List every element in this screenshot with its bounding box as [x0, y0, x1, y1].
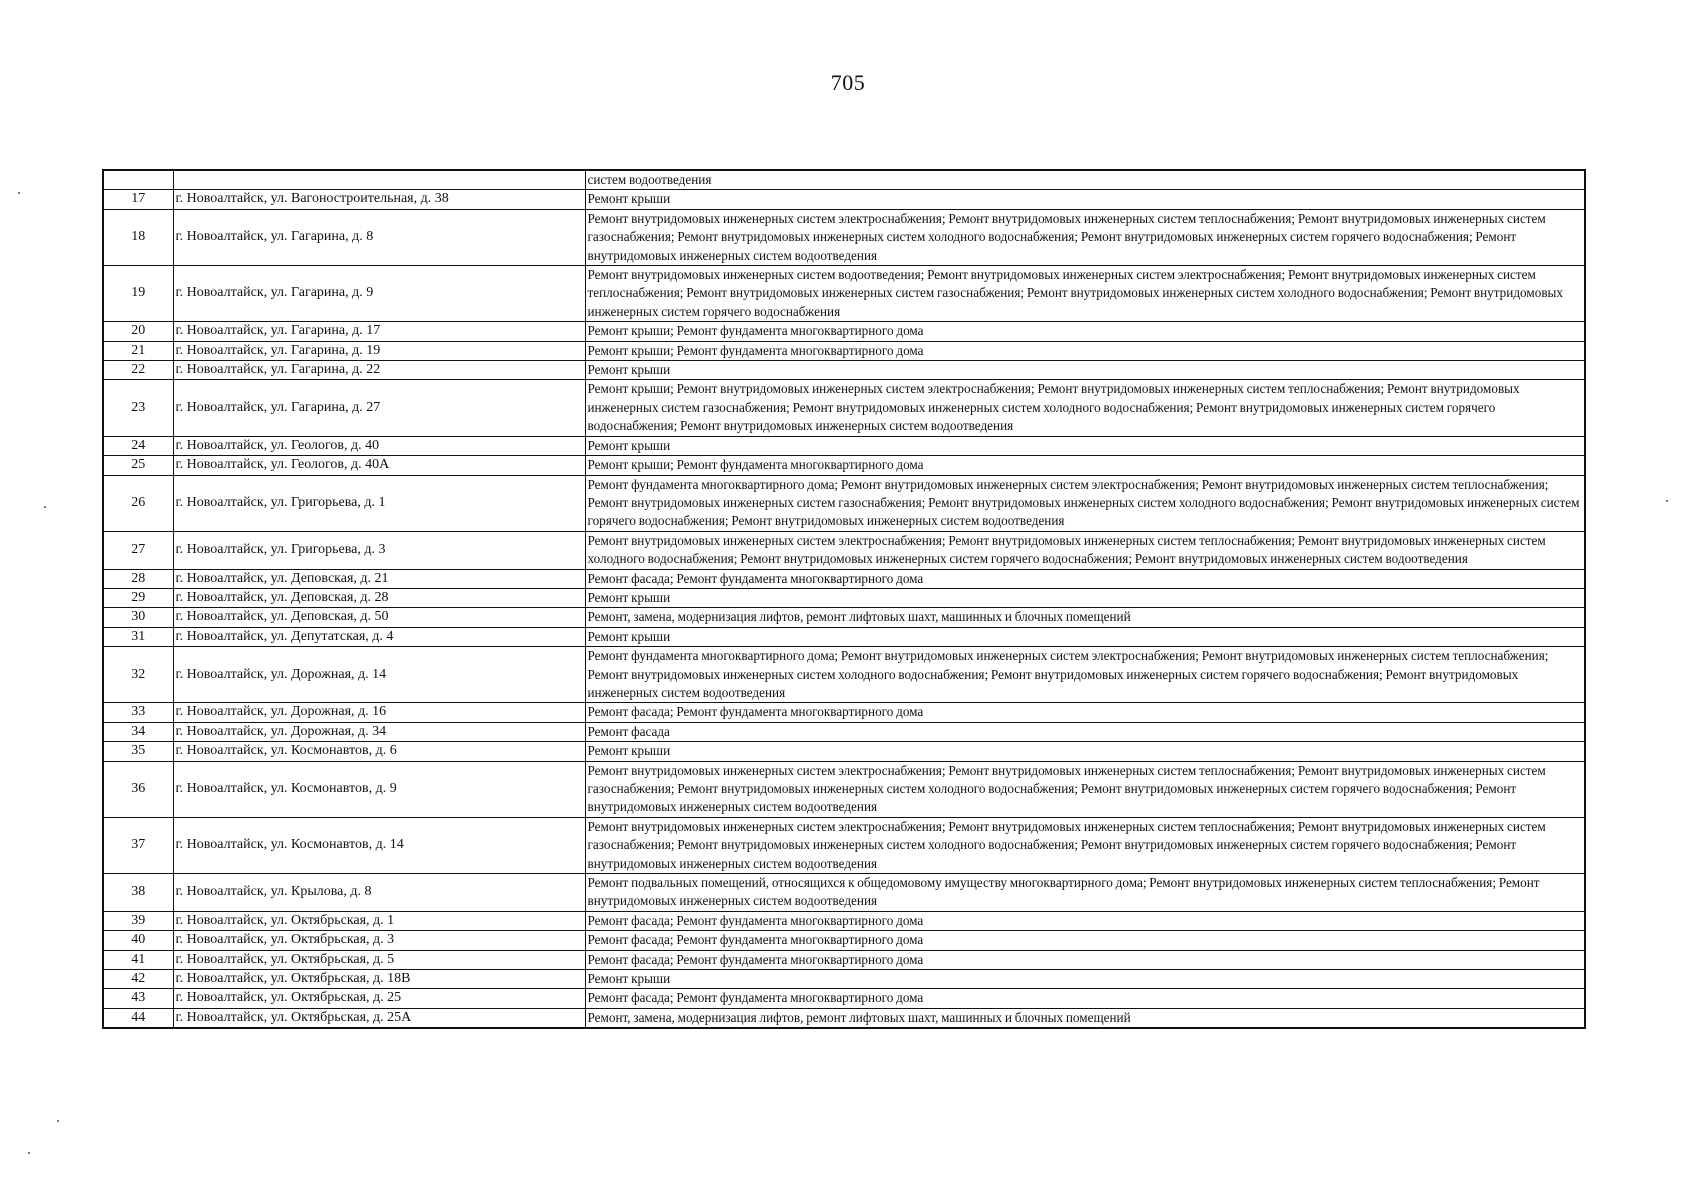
address-cell: г. Новоалтайск, ул. Григорьева, д. 1: [173, 475, 585, 531]
repair-work-cell: Ремонт, замена, модернизация лифтов, ремонт лифтовых шахт, машинных и блочных помещений: [585, 608, 1585, 627]
address-cell: г. Новоалтайск, ул. Депутатская, д. 4: [173, 627, 585, 646]
row-number-cell: 38: [103, 874, 173, 912]
row-number-cell: 43: [103, 989, 173, 1008]
scan-artifact: [44, 506, 46, 508]
page-number: 705: [830, 70, 866, 95]
address-cell: г. Новоалтайск, ул. Григорьева, д. 3: [173, 531, 585, 569]
table-row: [103, 608, 1585, 627]
table-row: [103, 1008, 1585, 1028]
address-cell: г. Новоалтайск, ул. Гагарина, д. 19: [173, 341, 585, 360]
table-row: [103, 817, 1585, 873]
repair-work-cell: Ремонт крыши; Ремонт фундамента многоквартирного дома: [585, 456, 1585, 475]
repair-work-cell: Ремонт крыши: [585, 742, 1585, 761]
address-cell: г. Новоалтайск, ул. Геологов, д. 40А: [173, 456, 585, 475]
repair-work-cell: Ремонт внутридомовых инженерных систем электроснабжения; Ремонт внутридомовых инженерных систем теплоснабжения; Ремонт внутридомовых инженерных систем газоснабжения; Ремонт внутридомовых инженерных систем холодного водоснабжения; Ремонт внутридомовых инженерных систем горячего водоснабжения; Ремонт внутридомовых инженерных систем водоотведения: [585, 817, 1585, 873]
row-number-cell: 31: [103, 627, 173, 646]
address-cell: г. Новоалтайск, ул. Дорожная, д. 14: [173, 647, 585, 703]
repair-work-cell: Ремонт внутридомовых инженерных систем электроснабжения; Ремонт внутридомовых инженерных систем теплоснабжения; Ремонт внутридомовых инженерных систем газоснабжения; Ремонт внутридомовых инженерных систем холодного водоснабжения; Ремонт внутридомовых инженерных систем горячего водоснабжения; Ремонт внутридомовых инженерных систем водоотведения: [585, 209, 1585, 265]
repair-work-cell: Ремонт внутридомовых инженерных систем электроснабжения; Ремонт внутридомовых инженерных систем теплоснабжения; Ремонт внутридомовых инженерных систем газоснабжения; Ремонт внутридомовых инженерных систем холодного водоснабжения; Ремонт внутридомовых инженерных систем горячего водоснабжения; Ремонт внутридомовых инженерных систем водоотведения: [585, 761, 1585, 817]
table-row: [103, 209, 1585, 265]
scan-artifact: [1666, 500, 1668, 502]
repair-work-cell: Ремонт крыши: [585, 361, 1585, 380]
row-number-cell: 30: [103, 608, 173, 627]
table-row: [103, 911, 1585, 930]
repair-work-cell: Ремонт фасада; Ремонт фундамента многоквартирного дома: [585, 703, 1585, 722]
repair-work-cell: Ремонт фасада; Ремонт фундамента многоквартирного дома: [585, 911, 1585, 930]
repair-work-cell: Ремонт фундамента многоквартирного дома; Ремонт внутридомовых инженерных систем электроснабжения; Ремонт внутридомовых инженерных систем теплоснабжения; Ремонт внутридомовых инженерных систем холодного водоснабжения; Ремонт внутридомовых инженерных систем горячего водоснабжения; Ремонт внутридомовых инженерных систем водоотведения: [585, 647, 1585, 703]
address-cell: г. Новоалтайск, ул. Деповская, д. 28: [173, 588, 585, 607]
table-row: [103, 588, 1585, 607]
repair-work-cell: Ремонт крыши; Ремонт фундамента многоквартирного дома: [585, 322, 1585, 341]
repair-work-cell: Ремонт крыши: [585, 970, 1585, 989]
table-row: [103, 322, 1585, 341]
address-cell: г. Новоалтайск, ул. Гагарина, д. 9: [173, 266, 585, 322]
address-cell: г. Новоалтайск, ул. Октябрьская, д. 1: [173, 911, 585, 930]
table-row: [103, 569, 1585, 588]
repair-work-cell: Ремонт крыши; Ремонт внутридомовых инженерных систем электроснабжения; Ремонт внутридомовых инженерных систем теплоснабжения; Ремонт внутридомовых инженерных систем газоснабжения; Ремонт внутридомовых инженерных систем холодного водоснабжения; Ремонт внутридомовых инженерных систем горячего водоснабжения; Ремонт внутридомовых инженерных систем водоотведения: [585, 380, 1585, 436]
scan-artifact: [18, 192, 20, 194]
row-number-cell: 39: [103, 911, 173, 930]
repair-work-cell: Ремонт крыши; Ремонт фундамента многоквартирного дома: [585, 341, 1585, 360]
repair-work-cell: Ремонт внутридомовых инженерных систем электроснабжения; Ремонт внутридомовых инженерных систем теплоснабжения; Ремонт внутридомовых инженерных систем холодного водоснабжения; Ремонт внутридомовых инженерных систем горячего водоснабжения; Ремонт внутридомовых инженерных систем водоотведения: [585, 531, 1585, 569]
table-row: [103, 380, 1585, 436]
row-number-cell: 18: [103, 209, 173, 265]
repair-work-cell: систем водоотведения: [585, 170, 1585, 190]
table-row: [103, 722, 1585, 741]
row-number-cell: 37: [103, 817, 173, 873]
address-cell: г. Новоалтайск, ул. Геологов, д. 40: [173, 436, 585, 455]
row-number-cell: 29: [103, 588, 173, 607]
address-cell: г. Новоалтайск, ул. Октябрьская, д. 25: [173, 989, 585, 1008]
address-cell: г. Новоалтайск, ул. Гагарина, д. 17: [173, 322, 585, 341]
table-row: [103, 361, 1585, 380]
repair-work-cell: Ремонт подвальных помещений, относящихся к общедомовому имуществу многоквартирного дома; Ремонт внутридомовых инженерных систем теплоснабжения; Ремонт внутридомовых инженерных систем водоотведения: [585, 874, 1585, 912]
row-number-cell: 22: [103, 361, 173, 380]
row-number-cell: 33: [103, 703, 173, 722]
capital-repair-table-wrapper: [102, 169, 1584, 1029]
row-number-cell: 26: [103, 475, 173, 531]
repair-work-cell: Ремонт фундамента многоквартирного дома; Ремонт внутридомовых инженерных систем электроснабжения; Ремонт внутридомовых инженерных систем теплоснабжения; Ремонт внутридомовых инженерных систем газоснабжения; Ремонт внутридомовых инженерных систем холодного водоснабжения; Ремонт внутридомовых инженерных систем горячего водоснабжения; Ремонт внутридомовых инженерных систем водоотведения: [585, 475, 1585, 531]
row-number-cell: 32: [103, 647, 173, 703]
repair-work-cell: Ремонт крыши: [585, 190, 1585, 209]
address-cell: г. Новоалтайск, ул. Октябрьская, д. 18В: [173, 970, 585, 989]
table-row: [103, 950, 1585, 969]
repair-work-cell: Ремонт фасада; Ремонт фундамента многоквартирного дома: [585, 931, 1585, 950]
table-row: [103, 266, 1585, 322]
row-number-cell: 44: [103, 1008, 173, 1028]
table-body: [103, 170, 1585, 1028]
table-row: [103, 761, 1585, 817]
row-number-cell: 19: [103, 266, 173, 322]
table-row: [103, 436, 1585, 455]
row-number-cell: 28: [103, 569, 173, 588]
address-cell: г. Новоалтайск, ул. Деповская, д. 50: [173, 608, 585, 627]
row-number-cell: 41: [103, 950, 173, 969]
address-cell: г. Новоалтайск, ул. Гагарина, д. 22: [173, 361, 585, 380]
address-cell: г. Новоалтайск, ул. Октябрьская, д. 25А: [173, 1008, 585, 1028]
table-row: [103, 456, 1585, 475]
row-number-cell: [103, 170, 173, 190]
row-number-cell: 20: [103, 322, 173, 341]
address-cell: г. Новоалтайск, ул. Вагоностроительная, д. 38: [173, 190, 585, 209]
table-row: [103, 970, 1585, 989]
repair-work-cell: Ремонт фасада; Ремонт фундамента многоквартирного дома: [585, 950, 1585, 969]
table-row: [103, 742, 1585, 761]
table-row: [103, 874, 1585, 912]
row-number-cell: 17: [103, 190, 173, 209]
repair-work-cell: Ремонт, замена, модернизация лифтов, ремонт лифтовых шахт, машинных и блочных помещений: [585, 1008, 1585, 1028]
address-cell: г. Новоалтайск, ул. Космонавтов, д. 9: [173, 761, 585, 817]
repair-work-cell: Ремонт фасада: [585, 722, 1585, 741]
row-number-cell: 23: [103, 380, 173, 436]
repair-work-cell: Ремонт крыши: [585, 588, 1585, 607]
row-number-cell: 27: [103, 531, 173, 569]
table-row: [103, 190, 1585, 209]
address-cell: г. Новоалтайск, ул. Дорожная, д. 16: [173, 703, 585, 722]
row-number-cell: 34: [103, 722, 173, 741]
repair-work-cell: Ремонт внутридомовых инженерных систем водоотведения; Ремонт внутридомовых инженерных систем электроснабжения; Ремонт внутридомовых инженерных систем теплоснабжения; Ремонт внутридомовых инженерных систем газоснабжения; Ремонт внутридомовых инженерных систем холодного водоснабжения; Ремонт внутридомовых инженерных систем горячего водоснабжения: [585, 266, 1585, 322]
scan-artifact: [57, 1120, 59, 1122]
address-cell: г. Новоалтайск, ул. Гагарина, д. 8: [173, 209, 585, 265]
address-cell: г. Новоалтайск, ул. Октябрьская, д. 5: [173, 950, 585, 969]
table-row: [103, 647, 1585, 703]
address-cell: г. Новоалтайск, ул. Космонавтов, д. 6: [173, 742, 585, 761]
address-cell: г. Новоалтайск, ул. Крылова, д. 8: [173, 874, 585, 912]
address-cell: г. Новоалтайск, ул. Космонавтов, д. 14: [173, 817, 585, 873]
table-row: [103, 475, 1585, 531]
row-number-cell: 21: [103, 341, 173, 360]
row-number-cell: 24: [103, 436, 173, 455]
address-cell: г. Новоалтайск, ул. Октябрьская, д. 3: [173, 931, 585, 950]
row-number-cell: 35: [103, 742, 173, 761]
row-number-cell: 42: [103, 970, 173, 989]
table-row: [103, 341, 1585, 360]
address-cell: г. Новоалтайск, ул. Дорожная, д. 34: [173, 722, 585, 741]
table-row: [103, 703, 1585, 722]
repair-work-cell: Ремонт крыши: [585, 436, 1585, 455]
address-cell: г. Новоалтайск, ул. Гагарина, д. 27: [173, 380, 585, 436]
table-row: [103, 170, 1585, 190]
scan-artifact: [28, 1152, 30, 1154]
table-row: [103, 531, 1585, 569]
table-row: [103, 989, 1585, 1008]
repair-work-cell: Ремонт фасада; Ремонт фундамента многоквартирного дома: [585, 569, 1585, 588]
row-number-cell: 36: [103, 761, 173, 817]
row-number-cell: 25: [103, 456, 173, 475]
table-row: [103, 931, 1585, 950]
repair-work-cell: Ремонт крыши: [585, 627, 1585, 646]
row-number-cell: 40: [103, 931, 173, 950]
address-cell: г. Новоалтайск, ул. Деповская, д. 21: [173, 569, 585, 588]
capital-repair-table: [102, 169, 1586, 1029]
table-row: [103, 627, 1585, 646]
repair-work-cell: Ремонт фасада; Ремонт фундамента многоквартирного дома: [585, 989, 1585, 1008]
address-cell: [173, 170, 585, 190]
